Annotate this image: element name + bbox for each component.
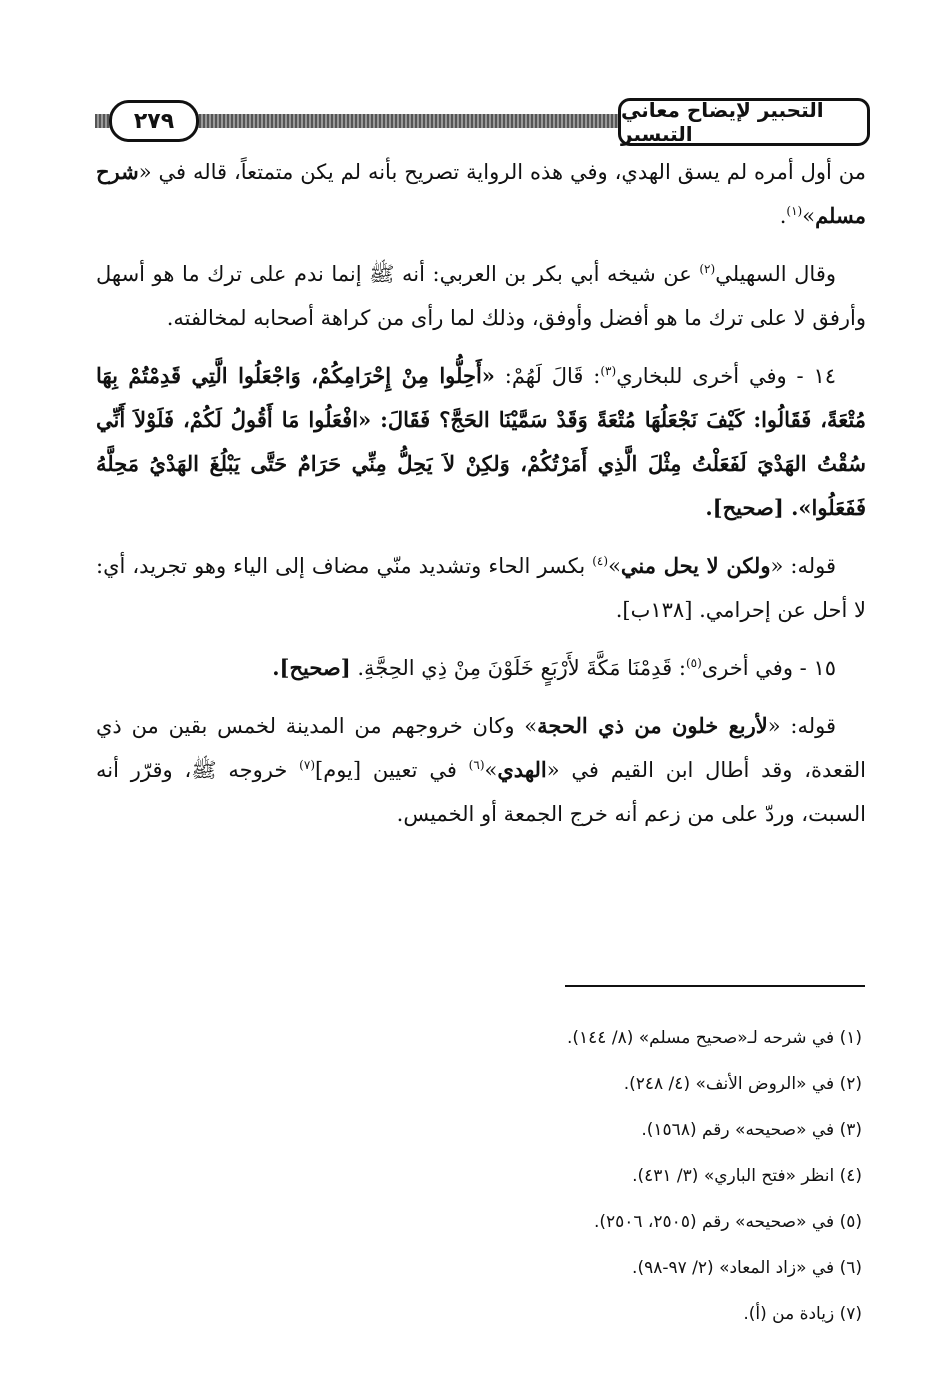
- footnote-divider: [565, 985, 865, 987]
- footnote-marker: (٧): [299, 758, 315, 772]
- text-run: : قَالَ لَهُمْ:: [494, 364, 601, 388]
- paragraph-6: [96, 704, 866, 836]
- paragraph-2: [96, 252, 866, 340]
- hadith-quote: : قَدِمْنَا مَكَّةَ لأَرْبَعٍ خَلَوْنَ مِنْ ذِي الحِجَّةِ.: [350, 656, 686, 680]
- footnote-2: (٢) في «الروض الأنف» (٤/ ٢٤٨).: [623, 1074, 862, 1094]
- text-run: عن شيخه أبي بكر بن العربي: أنه ﷺ إنما ندم على ترك ما هو أسهل وأرفق لا على ترك ما هو أفضل وأوفق، وذلك لما رأى من كراهة أصحابه لمخالفته.: [96, 262, 866, 330]
- text-run: ١٤ - وفي أخرى للبخاري: [616, 364, 836, 388]
- footnote-marker: (٣): [600, 364, 617, 378]
- footnote-1: (١) في شرحه لـ«صحيح مسلم» (٨/ ١٤٤).: [566, 1028, 862, 1048]
- footnotes: [96, 1015, 862, 1337]
- footnote-3: (٣) في «صحيحه» رقم (١٥٦٨).: [641, 1120, 862, 1140]
- text-run: ١٥ - وفي أخرى: [701, 656, 836, 680]
- text-run: »: [484, 758, 498, 782]
- text-run: قوله: «: [770, 554, 836, 578]
- hadith-grade: [صحيح].: [705, 495, 792, 520]
- text-run: »: [608, 554, 621, 578]
- quoted-phrase: ولكن لا يحل مني: [620, 553, 771, 578]
- page-header: [95, 98, 870, 148]
- text-run: قوله: «: [767, 714, 836, 738]
- paragraph-1: [96, 150, 866, 238]
- hadith-14: [96, 354, 866, 530]
- paragraph-4: [96, 544, 866, 632]
- footnote-marker: (٤): [592, 554, 609, 568]
- book-title: التحبير لإيضاح معاني التيسير: [618, 98, 870, 146]
- page-number: ٢٧٩: [109, 100, 199, 142]
- hadith-quote: «أَحِلُّوا مِنْ إِحْرَامِكُمْ، وَاجْعَلُوا الَّتِي قَدِمْتُمْ بِهَا مُتْعَةً، فَقَالُوا: كَيْفَ نَجْعَلُهَا مُتْعَةً وَقَدْ سَمَّيْنَا الحَجَّ؟ فَقَالَ: «افْعَلُوا مَا أَقُولُ لَكُمْ، فَلَوْلاَ أَنِّي سُقْتُ الهَدْيَ لَفَعَلْتُ مِثْلَ الَّذِي أَمَرْتُكُمْ، وَلكِنْ لاَ يَحِلُّ مِنِّي حَرَامٌ حَتَّى يَبْلُغَ الهَدْيُ مَحِلَّهُ فَفَعَلُوا».: [96, 363, 866, 520]
- footnote-marker: (٦): [468, 758, 485, 772]
- hadith-15: [96, 646, 866, 690]
- quoted-phrase: لأربع خلون من ذي الحجة: [537, 713, 768, 738]
- footnote-marker: (٢): [699, 262, 716, 276]
- text-run: .: [779, 204, 787, 228]
- footnote-4: (٤) انظر «فتح الباري» (٣/ ٤٣١).: [632, 1166, 862, 1186]
- main-text: [96, 150, 866, 850]
- footnote-5: (٥) في «صحيحه» رقم (٢٥٠٥، ٢٥٠٦).: [593, 1212, 862, 1232]
- text-run: في تعيين [يوم]: [315, 758, 469, 782]
- text-run: خروجه ﷺ، وقرّر أنه السبت، وردّ على من زعم أنه خرج الجمعة أو الخميس.: [96, 758, 866, 826]
- text-run: بكسر الحاء وتشديد منّي مضاف إلى الياء وهو تجريد، أي: لا أحل عن إحرامي. [١٣٨ب].: [96, 554, 866, 622]
- text-run: »: [802, 204, 816, 228]
- text-run: وقال السهيلي: [715, 262, 836, 286]
- book-reference: شرح مسلم: [96, 159, 866, 228]
- book-reference: الهدي: [497, 757, 547, 782]
- footnote-6: (٦) في «زاد المعاد» (٢/ ٩٧-٩٨).: [632, 1258, 862, 1278]
- footnote-marker: (١): [786, 204, 803, 218]
- footnote-7: (٧) زيادة من (أ).: [743, 1304, 862, 1324]
- hadith-grade: [صحيح].: [272, 655, 351, 680]
- footnote-marker: (٥): [685, 656, 702, 670]
- text-run: من أول أمره لم يسق الهدي، وفي هذه الرواية تصريح بأنه لم يكن متمتعاً، قاله في «: [138, 160, 866, 184]
- text-run: » وكان خروجهم من المدينة لخمس بقين من ذي القعدة، وقد أطال ابن القيم في «: [96, 714, 866, 782]
